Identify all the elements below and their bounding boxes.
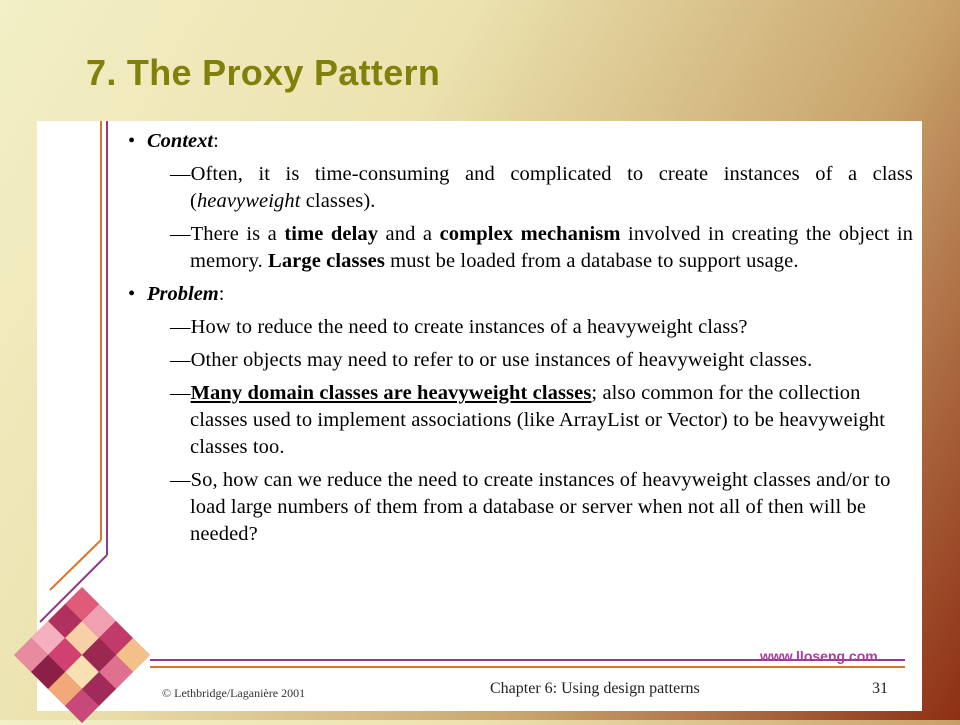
bullet-dot-icon: • bbox=[128, 283, 136, 305]
patchwork-quilt-icon bbox=[12, 585, 152, 725]
slide-body bbox=[128, 124, 913, 554]
footer-chapter: Chapter 6: Using design patterns bbox=[490, 680, 700, 697]
problem-item-4: —So, how can we reduce the need to create instances of heavyweight classes and/or to load large numbers of them from a database or server when not all of then will be needed? bbox=[170, 469, 891, 545]
bullet-dot-icon: • bbox=[128, 130, 136, 152]
problem-item-3: —Many domain classes are heavyweight classes; also common for the collection classes used to implement associations (like ArrayList or Vector) to be heavyweight classes too. bbox=[170, 382, 886, 458]
website-link[interactable]: www.lloseng.com bbox=[760, 648, 878, 664]
footer-copyright: © Lethbridge/Laganière 2001 bbox=[162, 686, 306, 700]
bullet-problem: • Problem: bbox=[131, 281, 913, 308]
context-item-1: —Often, it is time-consuming and complicated to create instances of a class (heavyweight classes). bbox=[170, 163, 913, 212]
problem-heading: Problem bbox=[147, 283, 219, 305]
problem-item-2: —Other objects may need to refer to or use instances of heavyweight classes. bbox=[170, 349, 813, 371]
context-item-2: —There is a time delay and a complex mechanism involved in creating the object in memory. Large classes must be loaded from a database to support usage. bbox=[170, 223, 913, 272]
slide-title: 7. The Proxy Pattern bbox=[86, 52, 441, 93]
context-heading: Context bbox=[147, 130, 214, 152]
problem-item-1: —How to reduce the need to create instances of a heavyweight class? bbox=[170, 316, 748, 338]
bullet-context: • Context: bbox=[131, 128, 913, 155]
page-number: 31 bbox=[872, 680, 888, 697]
